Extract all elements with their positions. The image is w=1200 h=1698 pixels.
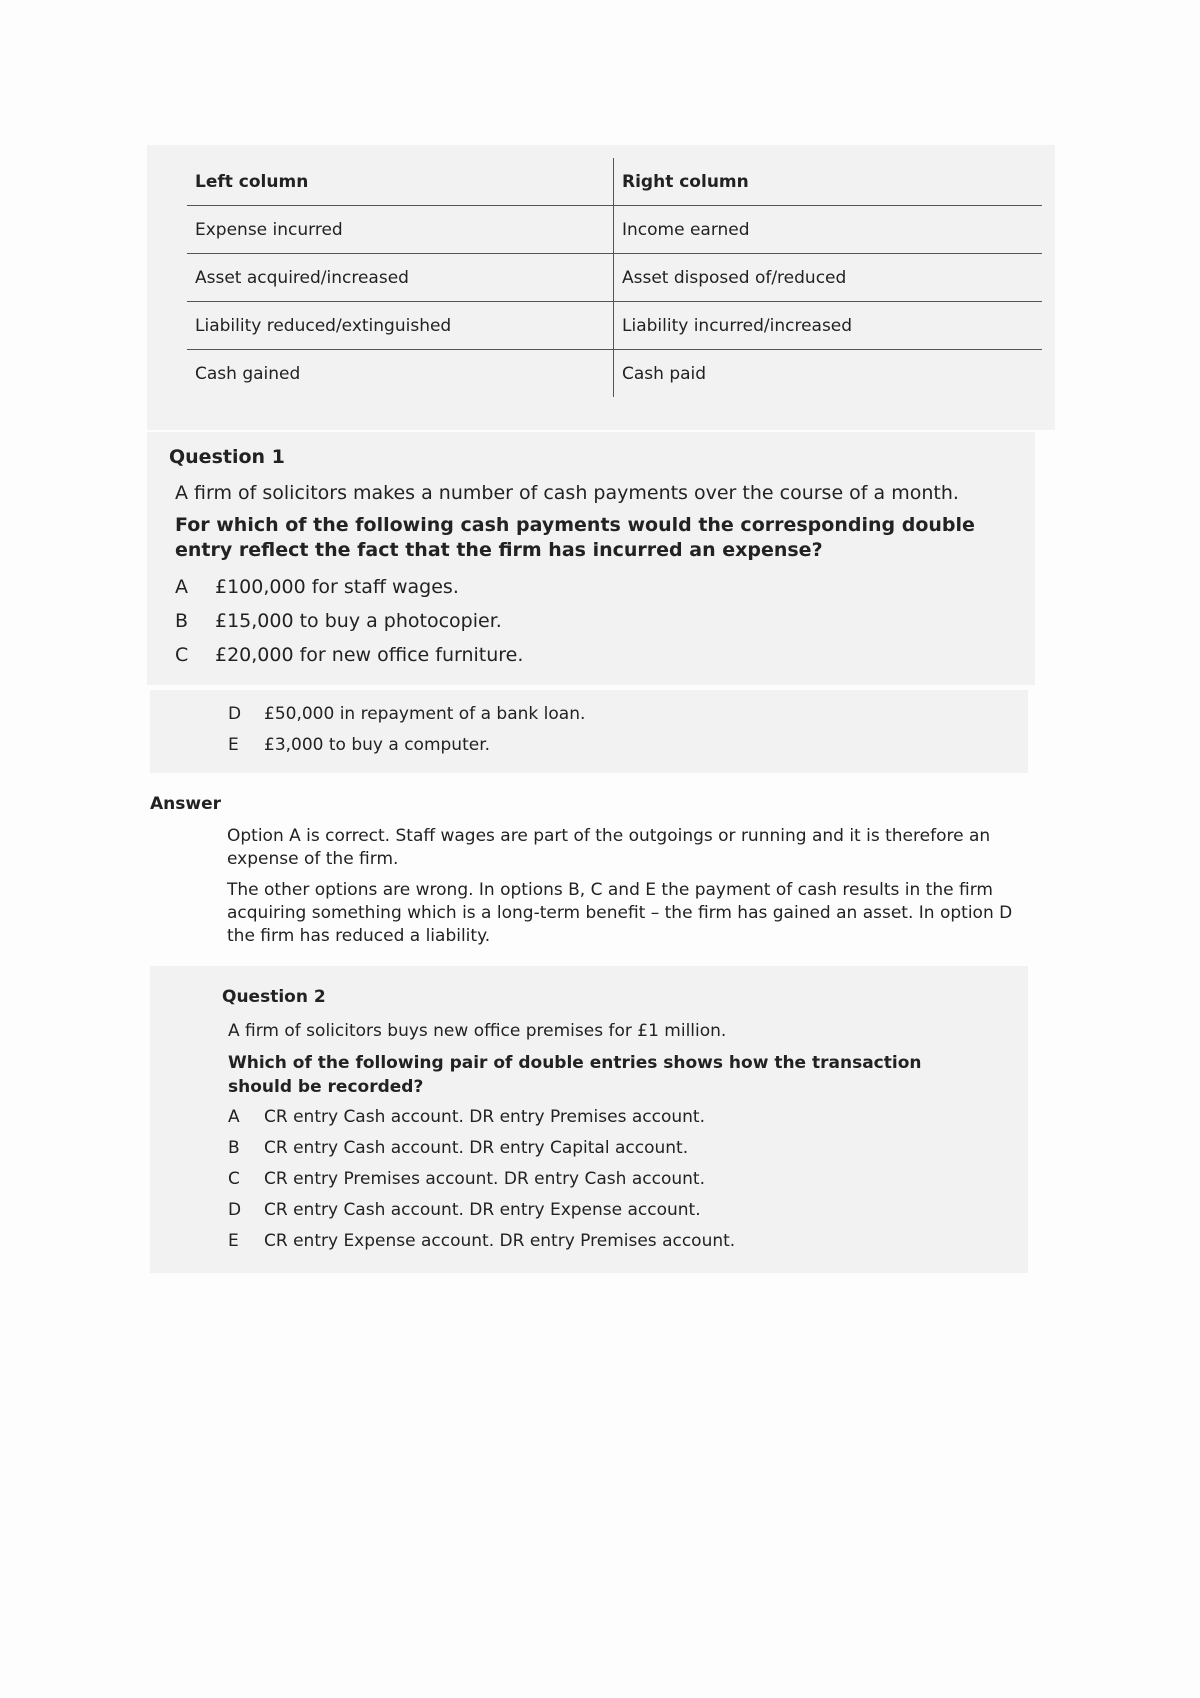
question-2-title: Question 2: [222, 987, 326, 1007]
option-letter: B: [175, 610, 189, 632]
option-text: £50,000 in repayment of a bank loan.: [264, 704, 586, 724]
option-b: [175, 610, 523, 644]
option-text: £3,000 to buy a computer.: [264, 735, 491, 755]
answer-heading: Answer: [150, 794, 221, 814]
answer-paragraph: The other options are wrong. In options B, C and E the payment of cash results in the firm acquiring something which is a long-term benefit – the firm has gained an asset. In option D the firm has reduced a liability.: [227, 880, 1013, 946]
option-text: CR entry Premises account. DR entry Cash account.: [264, 1169, 705, 1189]
option-e: [228, 1231, 735, 1262]
table-cell: Expense incurred: [187, 206, 614, 254]
option-letter: D: [228, 704, 242, 724]
option-c: [228, 1169, 735, 1200]
option-text: CR entry Cash account. DR entry Premises account.: [264, 1107, 705, 1127]
option-text: CR entry Expense account. DR entry Premises account.: [264, 1231, 736, 1251]
option-letter: A: [228, 1107, 240, 1127]
table-row: [187, 254, 1042, 302]
question-1-options-continued: [150, 690, 1028, 773]
option-letter: B: [228, 1138, 240, 1158]
option-e: [228, 735, 585, 766]
table-row: [187, 350, 1042, 398]
option-letter: A: [175, 576, 188, 598]
option-text: £20,000 for new office furniture.: [215, 644, 524, 666]
question-2-prompt: Which of the following pair of double entries shows how the transaction should be recorded?: [228, 1053, 922, 1097]
table-row: [187, 206, 1042, 254]
table-cell: Cash paid: [622, 363, 707, 384]
answer-body: [227, 825, 1027, 956]
option-c: [175, 644, 523, 678]
table-cell: Asset acquired/increased: [187, 254, 614, 302]
option-a: [175, 576, 523, 610]
rules-table-panel: [147, 145, 1055, 430]
table-header-row: [187, 158, 1042, 206]
question-2-intro: A firm of solicitors buys new office premises for £1 million.: [228, 1021, 727, 1041]
answer-paragraph: Option A is correct. Staff wages are part of the outgoings or running and it is therefore an expense of the firm.: [227, 826, 991, 869]
header-left-column: Left column: [187, 158, 614, 206]
option-text: £100,000 for staff wages.: [215, 576, 459, 598]
option-text: £15,000 to buy a photocopier.: [215, 610, 502, 632]
option-d: [228, 1200, 735, 1231]
table-cell: Income earned: [614, 206, 1043, 254]
option-text: CR entry Cash account. DR entry Capital account.: [264, 1138, 689, 1158]
option-letter: C: [228, 1169, 240, 1189]
option-letter: D: [228, 1200, 242, 1220]
question-2-panel: [150, 966, 1028, 1273]
option-d: [228, 704, 585, 735]
option-letter: E: [228, 1231, 239, 1251]
question-1-panel: [147, 432, 1035, 685]
rules-table: [187, 158, 1042, 397]
table-cell: Liability reduced/extinguished: [187, 302, 614, 350]
option-a: [228, 1107, 735, 1138]
question-1-title: Question 1: [169, 446, 285, 468]
question-1-intro: A firm of solicitors makes a number of cash payments over the course of a month.: [175, 482, 959, 504]
question-1-prompt: For which of the following cash payments would the corresponding double entry reflect the fact that the firm has incurred an expense?: [175, 514, 975, 561]
table-cell: Asset disposed of/reduced: [614, 254, 1043, 302]
option-letter: E: [228, 735, 239, 755]
question-1-options: [175, 576, 523, 678]
question-2-options: [228, 1107, 735, 1262]
table-cell: Liability incurred/increased: [614, 302, 1043, 350]
option-b: [228, 1138, 735, 1169]
option-text: CR entry Cash account. DR entry Expense account.: [264, 1200, 701, 1220]
table-row: [187, 302, 1042, 350]
table-cell: Cash gained: [187, 350, 614, 398]
header-right-column: Right column: [614, 158, 1043, 206]
option-letter: C: [175, 644, 189, 666]
